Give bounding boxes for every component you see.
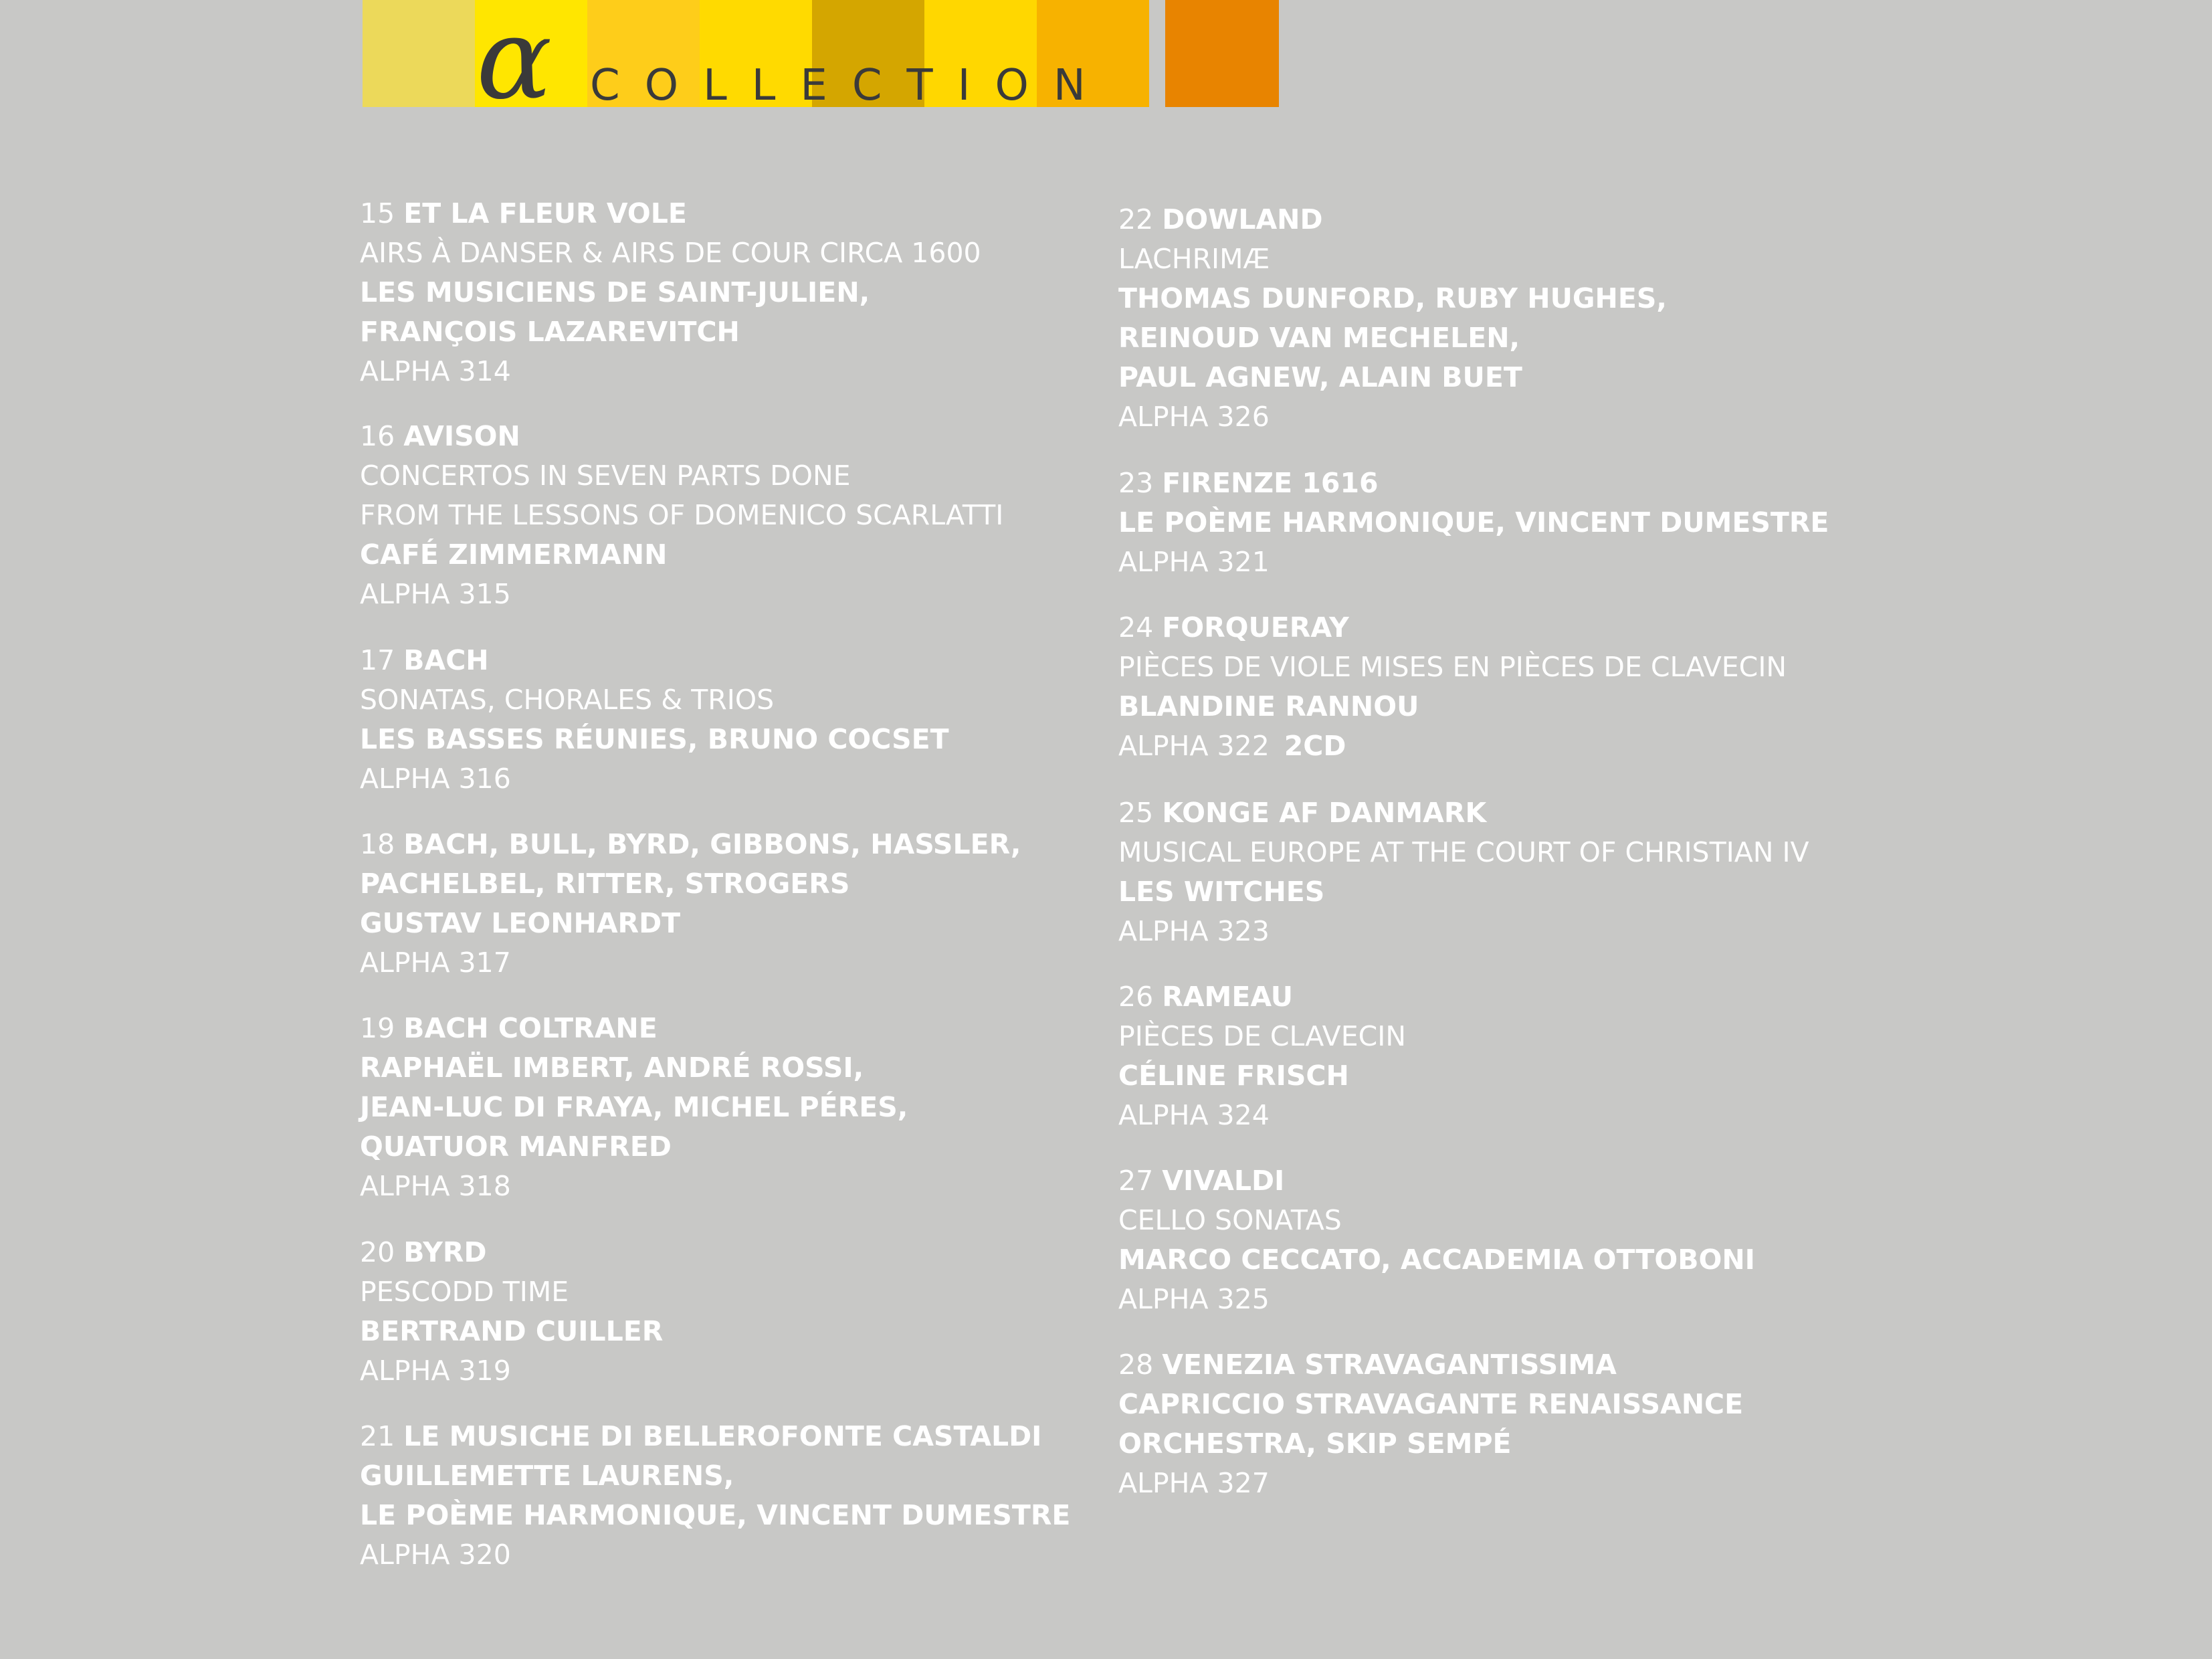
entry-line: AIRS À DANSER & AIRS DE COUR CIRCA 1600 [360,237,981,269]
entry-number: 26 [1118,981,1163,1013]
entry-line: LES MUSICIENS DE SAINT-JULIEN, [360,276,870,308]
entry-heading [1118,200,1667,239]
entry-title: FIRENZE 1616 [1162,467,1379,499]
entry-line: PAUL AGNEW, ALAIN BUET [1118,361,1522,393]
entry-line: ORCHESTRA, SKIP SEMPÉ [1118,1428,1512,1460]
catalog-number: ALPHA 327 [1118,1467,1270,1499]
entry-title: BACH, BULL, BYRD, GIBBONS, HASSLER, [403,828,1021,860]
entry-line: LE POÈME HARMONIQUE, VINCENT DUMESTRE [360,1499,1071,1531]
entry-number: 17 [360,644,404,676]
entry-line: REINOUD VAN MECHELEN, [1118,322,1520,354]
entry-line: FROM THE LESSONS OF DOMENICO SCARLATTI [360,499,1004,531]
entry-number: 21 [360,1420,404,1452]
entry-title: VIVALDI [1162,1165,1285,1197]
entry-line: GUILLEMETTE LAURENS, [360,1460,734,1492]
entry-line: LES WITCHES [1118,876,1325,908]
catalog-number: ALPHA 325 [1118,1283,1270,1315]
catalog-number: ALPHA 315 [360,578,511,610]
entry-line: LE POÈME HARMONIQUE, VINCENT DUMESTRE [1118,506,1829,539]
catalog-entry [360,417,1003,614]
entry-line: CAPRICCIO STRAVAGANTE RENAISSANCE [1118,1388,1744,1420]
catalog-number: ALPHA 323 [1118,915,1270,947]
entry-title: FORQUERAY [1162,611,1349,644]
catalog-entry [360,1233,663,1391]
entry-title: BYRD [403,1236,487,1268]
entry-line: JEAN-LUC DI FRAYA, MICHEL PÉRES, [360,1091,908,1123]
catalog-number: ALPHA 320 [360,1539,511,1571]
entry-title: BACH [403,644,489,676]
alpha-logo-glyph: α [476,0,552,124]
entry-heading [360,825,1021,864]
entry-number: 27 [1118,1165,1163,1197]
entry-number: 28 [1118,1349,1163,1381]
catalog-entry [1118,977,1406,1135]
catalog-number: ALPHA 321 [1118,546,1270,578]
catalog-entry [360,1417,1070,1575]
format-badge: 2CD [1284,730,1346,762]
catalog-number: ALPHA 322 2CD [1118,730,1346,762]
entry-line: QUATUOR MANFRED [360,1131,672,1163]
catalog-entry [1118,1161,1755,1319]
entry-line: LES BASSES RÉUNIES, BRUNO COCSET [360,723,949,755]
entry-number: 16 [360,420,404,452]
entry-number: 19 [360,1012,404,1044]
entry-heading [360,641,949,680]
entry-number: 18 [360,828,404,860]
catalog-number: ALPHA 317 [360,947,511,979]
catalog-entry [1118,464,1829,582]
banner-stripe [1165,0,1279,107]
collection-wordmark: COLLECTION [590,61,1110,110]
entry-title: LE MUSICHE DI BELLEROFONTE CASTALDI [403,1420,1042,1452]
entry-number: 22 [1118,203,1163,235]
entry-title: RAMEAU [1162,981,1294,1013]
entry-title: VENEZIA STRAVAGANTISSIMA [1162,1349,1617,1381]
entry-title: AVISON [403,420,520,452]
catalog-entry [360,641,949,799]
entry-line: CONCERTOS IN SEVEN PARTS DONE [360,460,851,492]
entry-line: FRANÇOIS LAZAREVITCH [360,316,740,348]
catalog-entry [360,194,981,391]
entry-heading [1118,464,1829,503]
entry-line: BERTRAND CUILLER [360,1315,664,1347]
catalog-number: ALPHA 318 [360,1170,511,1202]
catalog-number: ALPHA 324 [1118,1099,1270,1131]
entry-line: PESCODD TIME [360,1276,569,1308]
entry-heading [360,1009,908,1048]
entry-line: RAPHAËL IMBERT, ANDRÉ ROSSI, [360,1052,864,1084]
catalog-entry [360,1009,908,1206]
catalog-entry [1118,1345,1743,1503]
entry-title: ET LA FLEUR VOLE [403,197,687,229]
entry-line: SONATAS, CHORALES & TRIOS [360,684,775,716]
entry-heading [1118,793,1809,833]
catalog-number: ALPHA 319 [360,1355,511,1387]
catalog-number: ALPHA 326 [1118,401,1270,433]
catalog-entry [1118,608,1787,766]
entry-line: BLANDINE RANNOU [1118,690,1419,722]
catalog-entry [360,825,1021,983]
entry-heading [1118,1345,1743,1385]
catalog-number: ALPHA 314 [360,355,511,387]
entry-line: PIÈCES DE CLAVECIN [1118,1020,1406,1052]
entry-heading [1118,608,1787,648]
entry-number: 23 [1118,467,1163,499]
entry-line: MUSICAL EUROPE AT THE COURT OF CHRISTIAN IV [1118,836,1809,868]
entry-heading [360,1417,1070,1456]
entry-line: CAFÉ ZIMMERMANN [360,539,668,571]
entry-title: DOWLAND [1162,203,1323,235]
entry-line: MARCO CECCATO, ACCADEMIA OTTOBONI [1118,1244,1755,1276]
catalog-number: ALPHA 316 [360,763,511,795]
entry-line: THOMAS DUNFORD, RUBY HUGHES, [1118,282,1667,314]
entry-number: 25 [1118,797,1163,829]
entry-title: KONGE AF DANMARK [1162,797,1487,829]
entry-title: BACH COLTRANE [403,1012,658,1044]
entry-line: PACHELBEL, RITTER, STROGERS [360,868,850,900]
entry-number: 15 [360,197,404,229]
entry-line: GUSTAV LEONHARDT [360,907,681,939]
entry-line: CELLO SONATAS [1118,1204,1342,1236]
entry-heading [360,1233,663,1272]
entry-number: 24 [1118,611,1163,644]
entry-line: LACHRIMÆ [1118,243,1270,275]
entry-number: 20 [360,1236,404,1268]
entry-heading [1118,1161,1755,1201]
entry-line: PIÈCES DE VIOLE MISES EN PIÈCES DE CLAVECIN [1118,651,1787,683]
banner-stripe [363,0,475,107]
catalog-entry [1118,200,1667,437]
entry-line: CÉLINE FRISCH [1118,1060,1349,1092]
entry-heading [360,194,981,233]
entry-heading [1118,977,1406,1017]
catalog-entry [1118,793,1809,951]
entry-heading [360,417,1003,456]
